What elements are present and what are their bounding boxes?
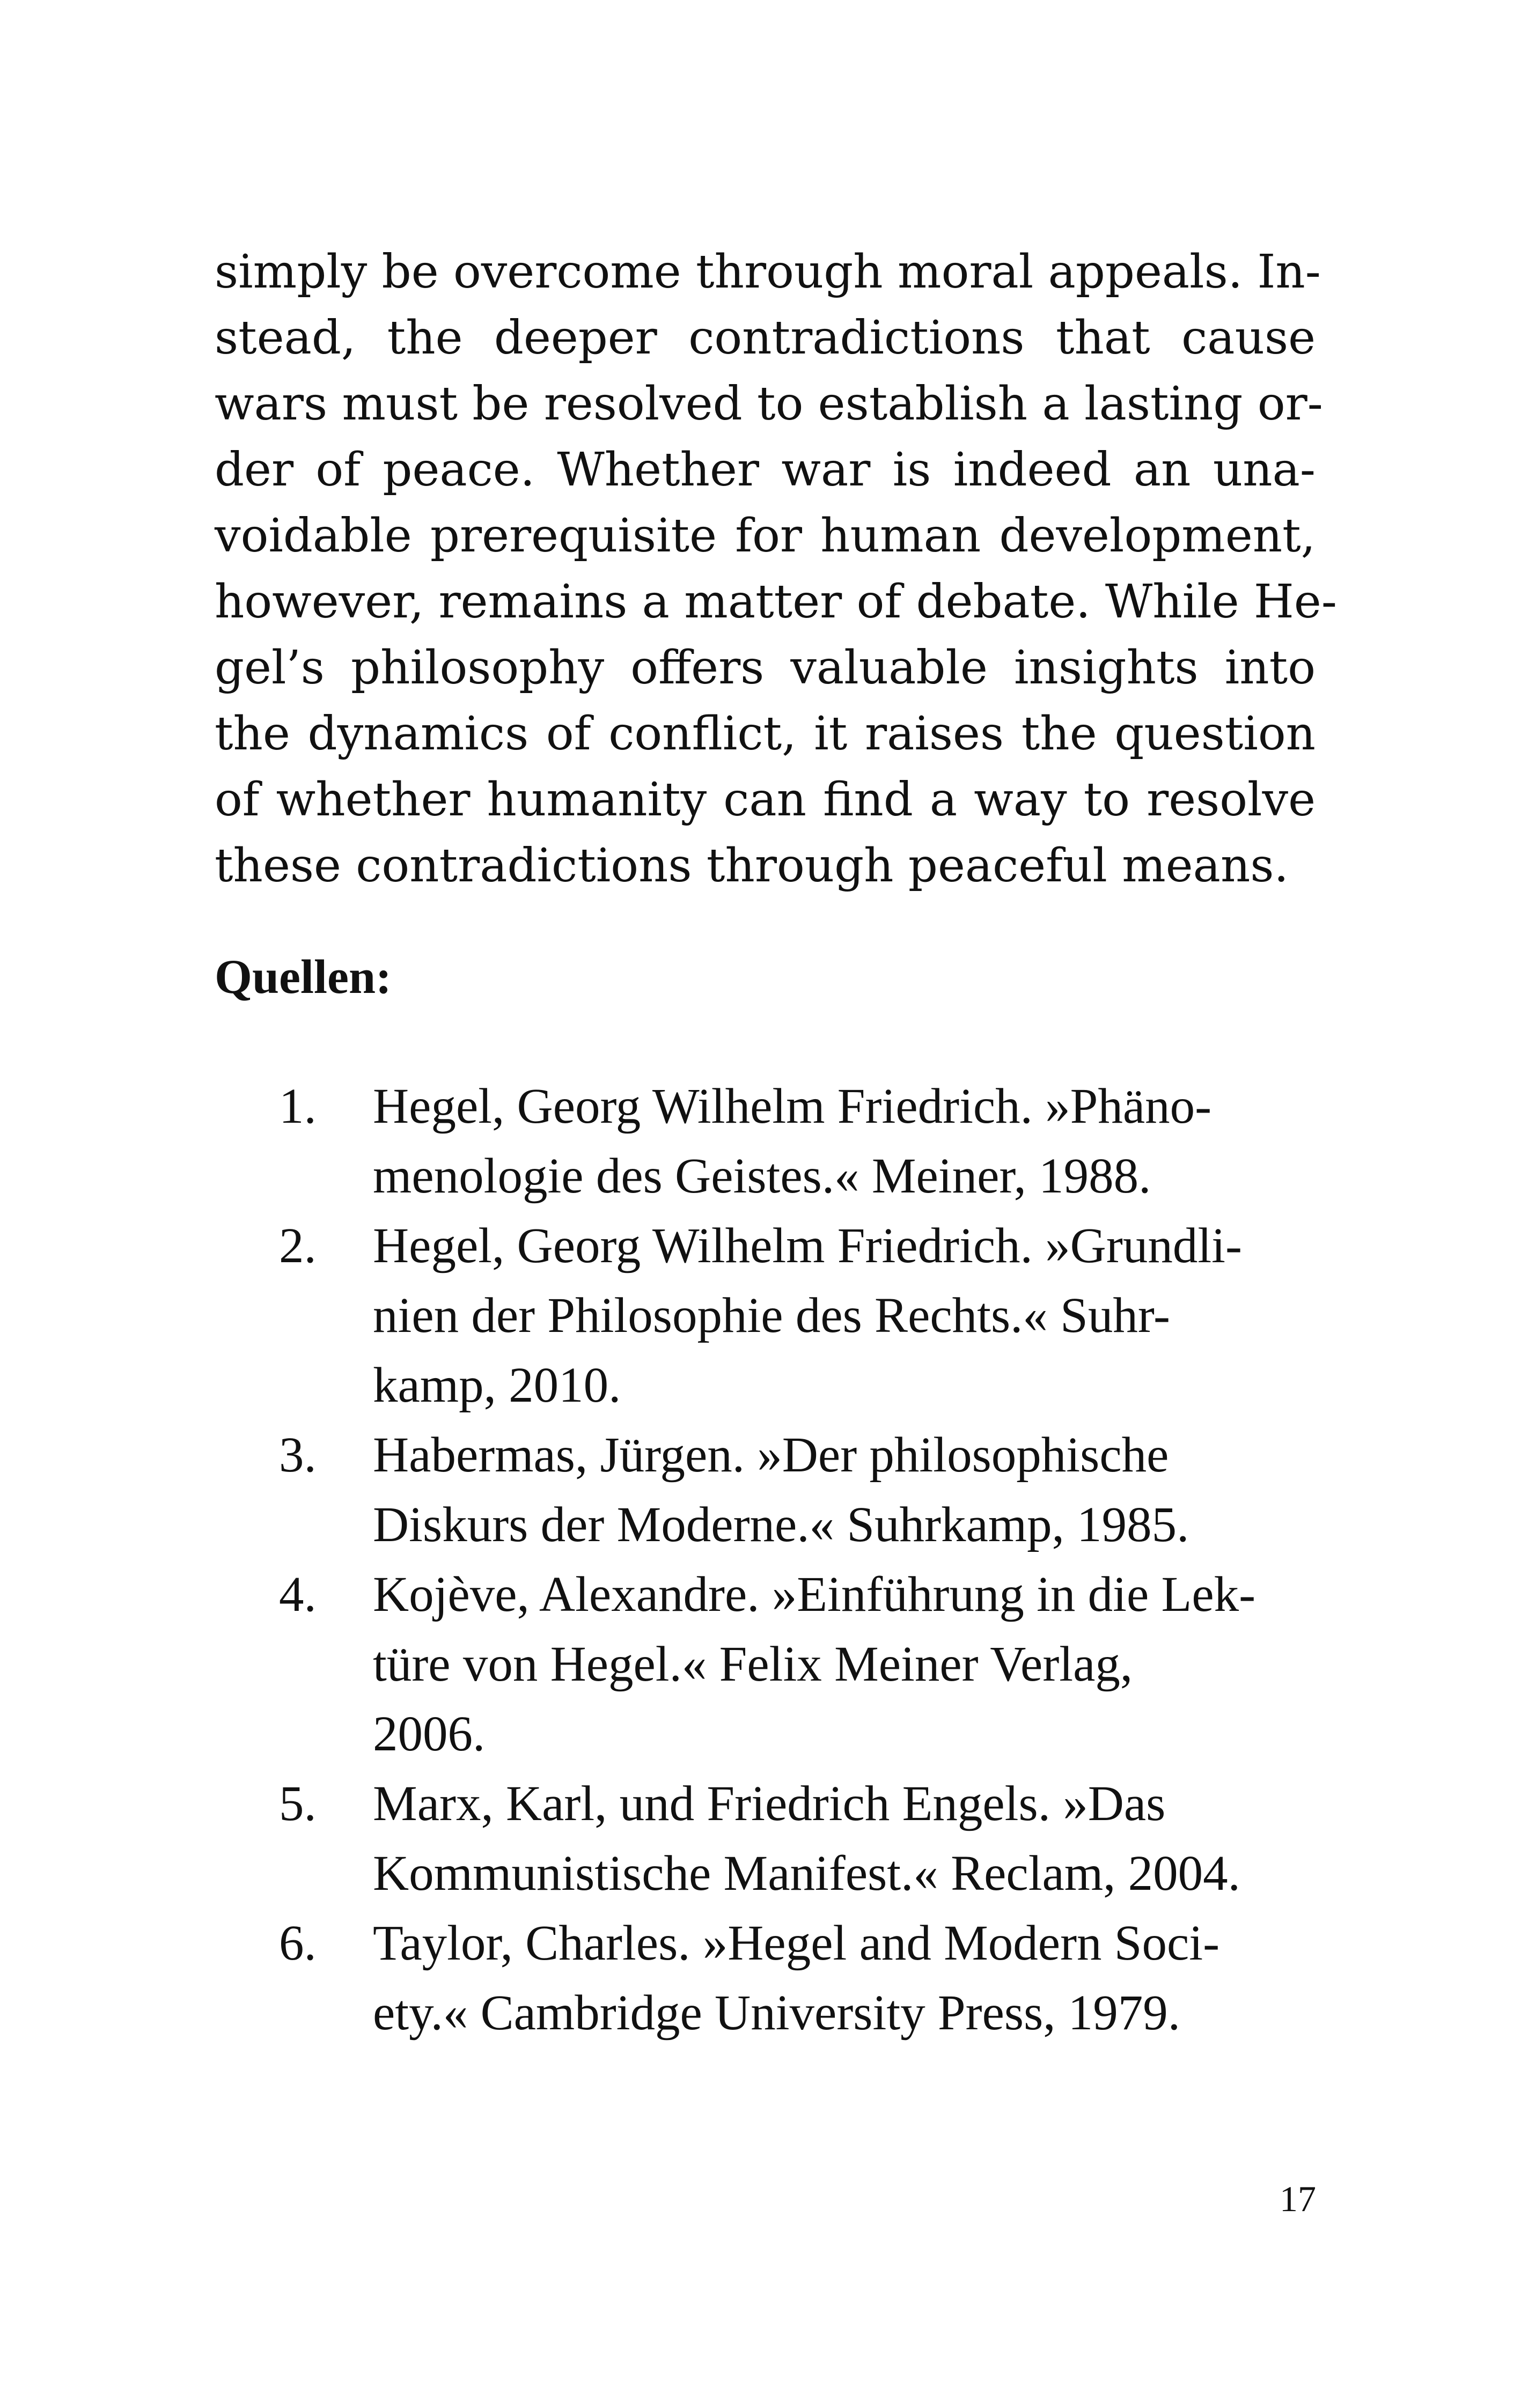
source-number: 5.: [279, 1776, 317, 1831]
sources-list: [279, 1072, 1320, 2048]
source-item: [279, 1211, 1320, 1420]
source-text-line: ety.« Cambridge University Press, 1979.: [373, 1985, 1181, 2041]
paragraph-line: der of peace. Whether war is indeed an una-: [215, 443, 1316, 497]
source-item: [279, 1420, 1320, 1560]
source-item: [279, 1560, 1320, 1769]
source-text-line: 2006.: [373, 1706, 486, 1762]
source-text-line: Habermas, Jürgen. »Der philosophische: [373, 1427, 1169, 1483]
source-text-line: Kommunistische Manifest.« Reclam, 2004.: [373, 1846, 1240, 1901]
source-text-line: türe von Hegel.« Felix Meiner Verlag,: [373, 1637, 1133, 1692]
source-text-line: Hegel, Georg Wilhelm Friedrich. »Phäno-: [373, 1079, 1212, 1134]
page-number: 17: [1280, 2178, 1316, 2219]
body-paragraph: [215, 239, 1337, 899]
paragraph-line: simply be overcome through moral appeals. In-: [215, 245, 1321, 299]
paragraph-line: wars must be resolved to establish a lasting or-: [215, 377, 1323, 431]
source-text-line: nien der Philosophie des Rechts.« Suhr-: [373, 1288, 1170, 1343]
source-text-line: kamp, 2010.: [373, 1358, 621, 1413]
source-item: [279, 1072, 1320, 1211]
paragraph-line: these contradictions through peaceful means.: [215, 839, 1289, 893]
source-text-line: menologie des Geistes.« Meiner, 1988.: [373, 1148, 1151, 1204]
source-number: 6.: [279, 1916, 317, 1971]
paragraph-line: the dynamics of conflict, it raises the question: [215, 707, 1316, 761]
source-number: 1.: [279, 1079, 317, 1134]
source-text-line: Diskurs der Moderne.« Suhrkamp, 1985.: [373, 1497, 1189, 1552]
source-text-line: Taylor, Charles. »Hegel and Modern Soci-: [373, 1916, 1220, 1971]
paragraph-line: of whether humanity can find a way to resolve: [215, 773, 1316, 827]
sources-heading: Quellen:: [215, 951, 392, 1004]
source-text-line: Kojève, Alexandre. »Einführung in die Lek-: [373, 1567, 1256, 1622]
source-item: [279, 1769, 1320, 1909]
source-number: 3.: [279, 1427, 317, 1483]
source-number: 2.: [279, 1218, 317, 1273]
paragraph-line: however, remains a matter of debate. While He-: [215, 575, 1337, 629]
paragraph-line: stead, the deeper contradictions that cause: [215, 311, 1316, 365]
paragraph-line: voidable prerequisite for human development,: [215, 509, 1316, 563]
source-text-line: Hegel, Georg Wilhelm Friedrich. »Grundli-: [373, 1218, 1242, 1273]
source-text-line: Marx, Karl, und Friedrich Engels. »Das: [373, 1776, 1166, 1831]
source-number: 4.: [279, 1567, 317, 1622]
paragraph-line: gel’s philosophy offers valuable insights into: [215, 641, 1316, 695]
source-item: [279, 1909, 1320, 2048]
